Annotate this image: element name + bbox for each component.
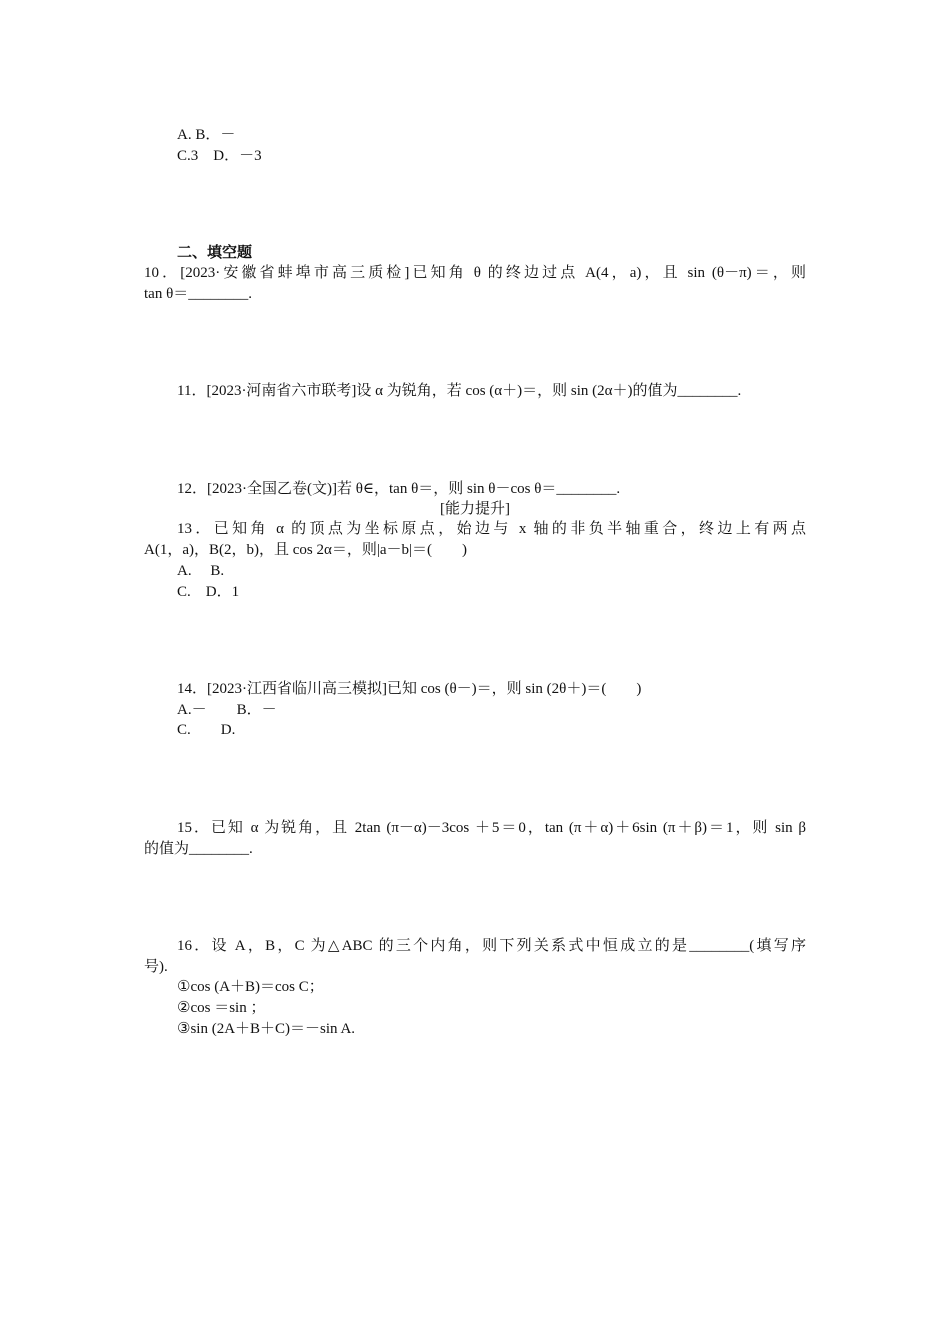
q12-line1: 12．[2023·全国乙卷(文)]若 θ∈，tan θ＝，则 sin θ－cos θ＝________. [177,481,621,497]
q14-options-cd: C. D. [177,722,236,738]
q14-line1: 14．[2023·江西省临川高三模拟]已知 cos (θ－)＝，则 sin (2θ＋)＝( ) [177,681,642,697]
q16-item3: ③sin (2A＋B＋C)＝－sin A. [177,1021,356,1037]
q14-options-ab: A.－ B．－ [177,702,277,718]
q10-line2: tan θ＝________. [144,286,253,302]
q15-line1: 15．已知 α 为锐角，且 2tan (π－α)－3cos ＋5＝0，tan (π＋α)＋6sin (π＋β)＝1，则 sin β [177,820,806,836]
q13-line2: A(1，a)，B(2，b)，且 cos 2α＝，则|a－b|＝( ) [144,542,467,558]
q11-line1: 11．[2023·河南省六市联考]设 α 为锐角，若 cos (α＋)＝，则 sin (2α＋)的值为________. [177,383,742,399]
q16-item1: ①cos (A＋B)＝cos C； [177,979,324,995]
q16-line1: 16．设 A，B，C 为△ABC 的三个内角，则下列关系式中恒成立的是________(填写序 [177,938,806,954]
q13-line1: 13．已知角 α 的顶点为坐标原点，始边与 x 轴的非负半轴重合，终边上有两点 [177,521,806,537]
q16-line2: 号). [144,959,168,975]
section-ability-title: [能力提升] [440,501,510,517]
q13-options-ab: A. B. [177,563,225,579]
q9-options-cd: C.3 D．－3 [177,148,262,164]
q10-line1: 10．[2023·安徽省蚌埠市高三质检]已知角 θ 的终边过点 A(4，a)，且 sin (θ－π)＝，则 [144,265,806,281]
section-fill-in-title: 二、填空题 [177,245,253,261]
q13-options-cd: C. D．1 [177,584,240,600]
q15-line2: 的值为________. [144,841,253,857]
q9-options-ab: A. B．－ [177,127,236,143]
q16-item2: ②cos ＝sin ； [177,1000,266,1016]
